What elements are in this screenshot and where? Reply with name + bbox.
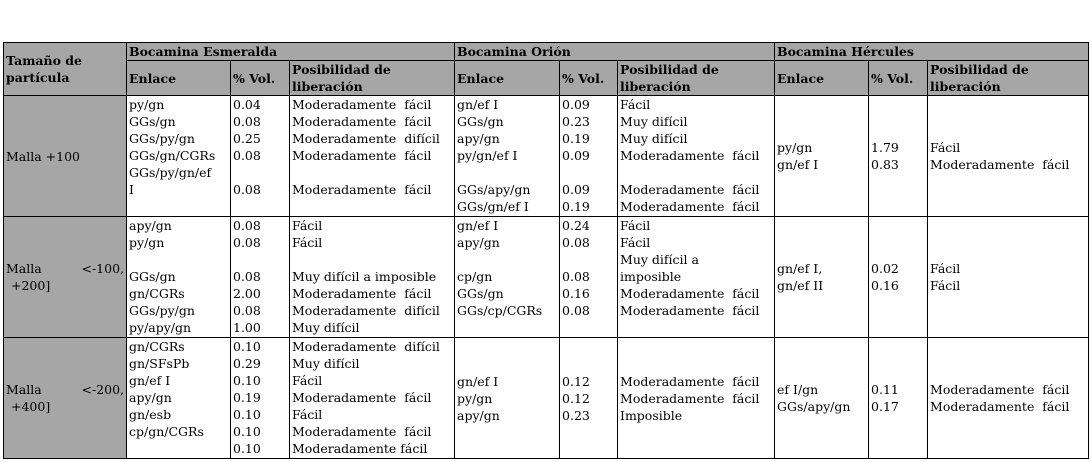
cell-line: gn/ef I — [777, 157, 819, 172]
cell-line: GGs/gn — [129, 114, 176, 129]
liberation-table — [3, 42, 1089, 459]
cell-vol — [560, 338, 618, 459]
cell-line: GGs/py/gn — [129, 303, 195, 318]
cell-line: Moderadamente fácil — [292, 114, 432, 129]
cell-line: py/gn/ef I — [457, 148, 518, 163]
cell-line — [457, 164, 557, 181]
row-label-text: +400] — [11, 399, 51, 414]
cell-line: GGs/gn/CGRs — [129, 148, 216, 163]
cell-line: 0.19 — [562, 199, 590, 214]
cell-line — [620, 164, 772, 181]
cell-enlace — [455, 96, 560, 217]
cell-line: Moderadamente fácil — [292, 441, 428, 456]
cell-line — [292, 164, 452, 181]
cell-line: ef I/gn — [777, 382, 819, 397]
cell-line: Moderadamente fácil — [620, 199, 760, 214]
row-label — [4, 338, 127, 459]
cell-line: GGs/gn — [457, 286, 504, 301]
cell-line — [129, 440, 228, 457]
cell-liberacion — [290, 217, 455, 338]
cell-line: Muy difícil — [292, 356, 360, 371]
header-vol: % Vol. — [231, 61, 290, 96]
cell-enlace — [775, 96, 869, 217]
cell-line: Moderadamente fácil — [930, 399, 1070, 414]
cell-line: 0.29 — [233, 356, 261, 371]
cell-line — [562, 164, 615, 181]
row-label-text: Malla +100 — [6, 148, 81, 164]
cell-line: Moderadamente difícil — [292, 303, 440, 318]
header-enlace: Enlace — [455, 61, 560, 96]
cell-line: 0.08 — [562, 303, 590, 318]
cell-line: Moderadamente difícil — [292, 339, 440, 354]
cell-line: Moderadamente fácil — [930, 157, 1070, 172]
cell-liberacion — [928, 217, 1089, 338]
cell-line: Fácil — [930, 140, 961, 155]
cell-line — [292, 251, 452, 268]
cell-line: Fácil — [930, 261, 961, 276]
row-label-text: <-100, — [81, 261, 124, 276]
cell-line: apy/gn — [457, 407, 500, 423]
cell-line: I — [129, 182, 134, 197]
cell-line: 0.11 — [871, 382, 899, 397]
cell-line: gn/ef I — [457, 373, 499, 389]
row-label-text: Malla — [6, 382, 42, 397]
cell-line: Fácil — [292, 407, 323, 422]
cell-line: GGs/apy/gn — [777, 399, 851, 414]
cell-line: 0.12 — [562, 390, 590, 406]
cell-liberacion — [928, 338, 1089, 459]
cell-line — [562, 251, 615, 268]
cell-line: 0.23 — [562, 114, 590, 129]
cell-line: 0.08 — [233, 218, 261, 233]
cell-line: gn/SFsPb — [129, 356, 190, 371]
cell-liberacion — [618, 96, 775, 217]
cell-line: py/apy/gn — [129, 320, 192, 335]
cell-enlace — [775, 217, 869, 338]
cell-line: 0.83 — [871, 157, 899, 172]
cell-line: 0.19 — [233, 390, 261, 405]
header-particle-size: Tamaño de partícula — [4, 43, 127, 96]
row-label — [4, 96, 127, 217]
cell-enlace — [455, 217, 560, 338]
cell-line: apy/gn — [457, 235, 500, 250]
cell-liberacion — [618, 338, 775, 459]
cell-enlace — [775, 338, 869, 459]
cell-line: 0.02 — [871, 261, 899, 276]
cell-line: 0.24 — [562, 218, 590, 233]
cell-line: gn/esb — [129, 407, 172, 422]
cell-line: 2.00 — [233, 286, 261, 301]
cell-line: 0.08 — [233, 235, 261, 250]
table-row — [4, 96, 1089, 217]
cell-line: 1.00 — [233, 320, 261, 335]
cell-line: imposible — [620, 269, 682, 284]
cell-line: Moderadamente fácil — [292, 97, 432, 112]
cell-line: Fácil — [620, 218, 651, 233]
cell-liberacion — [618, 217, 775, 338]
cell-line: GGs/gn — [129, 269, 176, 284]
cell-line: 0.04 — [233, 97, 261, 112]
cell-vol — [869, 217, 928, 338]
cell-line — [233, 251, 287, 268]
header-liberacion: Posibilidad de liberación — [618, 61, 775, 96]
cell-enlace — [127, 96, 231, 217]
cell-line: Imposible — [620, 407, 683, 423]
cell-line: GGs/cp/CGRs — [457, 303, 543, 318]
cell-line: 0.17 — [871, 399, 899, 414]
cell-line: Moderadamente fácil — [292, 148, 432, 163]
cell-line: cp/gn/CGRs — [129, 424, 204, 439]
cell-line: Muy difícil — [292, 320, 360, 335]
cell-line: Moderadamente fácil — [620, 373, 760, 389]
cell-line: Moderadamente fácil — [292, 424, 432, 439]
cell-line: py/gn — [129, 97, 165, 112]
cell-line: 0.23 — [562, 407, 590, 423]
cell-liberacion — [290, 96, 455, 217]
cell-line: 0.09 — [562, 148, 590, 163]
cell-line: 0.08 — [562, 269, 590, 284]
cell-line: apy/gn — [129, 218, 172, 233]
cell-line: 0.10 — [233, 441, 261, 456]
cell-liberacion — [928, 96, 1089, 217]
cell-line: Fácil — [292, 235, 323, 250]
row-label-text: Malla — [6, 261, 42, 276]
header-mine-esmeralda: Bocamina Esmeralda — [127, 43, 455, 61]
cell-enlace — [127, 217, 231, 338]
cell-line: 0.08 — [233, 148, 261, 163]
cell-line — [457, 251, 557, 268]
cell-line: cp/gn — [457, 269, 493, 284]
cell-line: Moderadamente fácil — [620, 390, 760, 406]
cell-line: Fácil — [292, 373, 323, 388]
cell-line: GGs/apy/gn — [457, 182, 531, 197]
row-label-text: +200] — [11, 278, 51, 293]
cell-vol — [869, 96, 928, 217]
cell-line: 0.19 — [562, 131, 590, 146]
cell-line: 0.08 — [233, 114, 261, 129]
row-label-text: <-200, — [81, 382, 124, 397]
cell-line: py/gn — [457, 390, 493, 406]
cell-line: 0.09 — [562, 182, 590, 197]
cell-line: Moderadamente fácil — [292, 286, 432, 301]
cell-line: gn/ef I — [457, 218, 499, 233]
cell-line: 1.79 — [871, 140, 899, 155]
cell-line: Moderadamente fácil — [620, 286, 760, 301]
cell-line: 0.16 — [562, 286, 590, 301]
cell-vol — [231, 338, 290, 459]
cell-line: apy/gn — [129, 390, 172, 405]
cell-line: 0.08 — [233, 269, 261, 284]
header-liberacion: Posibilidad de liberación — [290, 61, 455, 96]
cell-line: Moderadamente difícil — [292, 131, 440, 146]
cell-line — [129, 251, 228, 268]
cell-line: Fácil — [930, 278, 961, 293]
cell-line: 0.08 — [233, 303, 261, 318]
cell-line: Fácil — [620, 97, 651, 112]
header-mine-orion: Bocamina Orión — [455, 43, 775, 61]
table-row — [4, 217, 1089, 338]
cell-line: 0.09 — [562, 97, 590, 112]
cell-line: Muy difícil — [620, 114, 688, 129]
cell-line: Moderadamente fácil — [620, 148, 760, 163]
cell-line: Moderadamente fácil — [292, 390, 432, 405]
cell-line: gn/CGRs — [129, 339, 185, 354]
cell-line: GGs/gn — [457, 114, 504, 129]
table-row — [4, 338, 1089, 459]
cell-line: Muy difícil a imposible — [292, 269, 437, 284]
cell-line: gn/ef I — [129, 373, 171, 388]
cell-enlace — [455, 338, 560, 459]
cell-line: Muy difícil a — [620, 252, 699, 267]
cell-vol — [560, 96, 618, 217]
cell-line: 0.12 — [562, 373, 590, 389]
cell-vol — [231, 217, 290, 338]
cell-line: 0.08 — [233, 182, 261, 197]
header-vol: % Vol. — [869, 61, 928, 96]
cell-vol — [869, 338, 928, 459]
cell-line: Muy difícil — [620, 131, 688, 146]
cell-line: Moderadamente fácil — [930, 382, 1070, 397]
cell-line: Moderadamente fácil — [620, 303, 760, 318]
cell-line: 0.10 — [233, 407, 261, 422]
cell-line: GGs/gn/ef I — [457, 199, 529, 214]
cell-liberacion — [290, 338, 455, 459]
cell-line: Moderadamente fácil — [620, 182, 760, 197]
cell-line: Fácil — [292, 218, 323, 233]
cell-line: Moderadamente fácil — [292, 182, 432, 197]
header-enlace: Enlace — [127, 61, 231, 96]
cell-line: GGs/py/gn/ef — [129, 165, 212, 180]
cell-line: apy/gn — [457, 131, 500, 146]
cell-line: Fácil — [620, 235, 651, 250]
cell-vol — [231, 96, 290, 217]
cell-line: 0.08 — [562, 235, 590, 250]
header-enlace: Enlace — [775, 61, 869, 96]
cell-line: py/gn — [129, 235, 165, 250]
cell-enlace — [127, 338, 231, 459]
row-label — [4, 217, 127, 338]
header-liberacion: Posibilidad de liberación — [928, 61, 1089, 96]
cell-line: 0.10 — [233, 424, 261, 439]
cell-line: gn/CGRs — [129, 286, 185, 301]
cell-line: GGs/py/gn — [129, 131, 195, 146]
cell-line: gn/ef II — [777, 278, 824, 293]
cell-line — [233, 164, 287, 181]
cell-line: py/gn — [777, 140, 813, 155]
cell-line: 0.16 — [871, 278, 899, 293]
cell-line: 0.10 — [233, 373, 261, 388]
cell-line: 0.25 — [233, 131, 261, 146]
header-vol: % Vol. — [560, 61, 618, 96]
cell-vol — [560, 217, 618, 338]
cell-line: gn/ef I — [457, 97, 499, 112]
cell-line: 0.10 — [233, 339, 261, 354]
header-mine-hercules: Bocamina Hércules — [775, 43, 1089, 61]
cell-line: gn/ef I, — [777, 261, 823, 276]
